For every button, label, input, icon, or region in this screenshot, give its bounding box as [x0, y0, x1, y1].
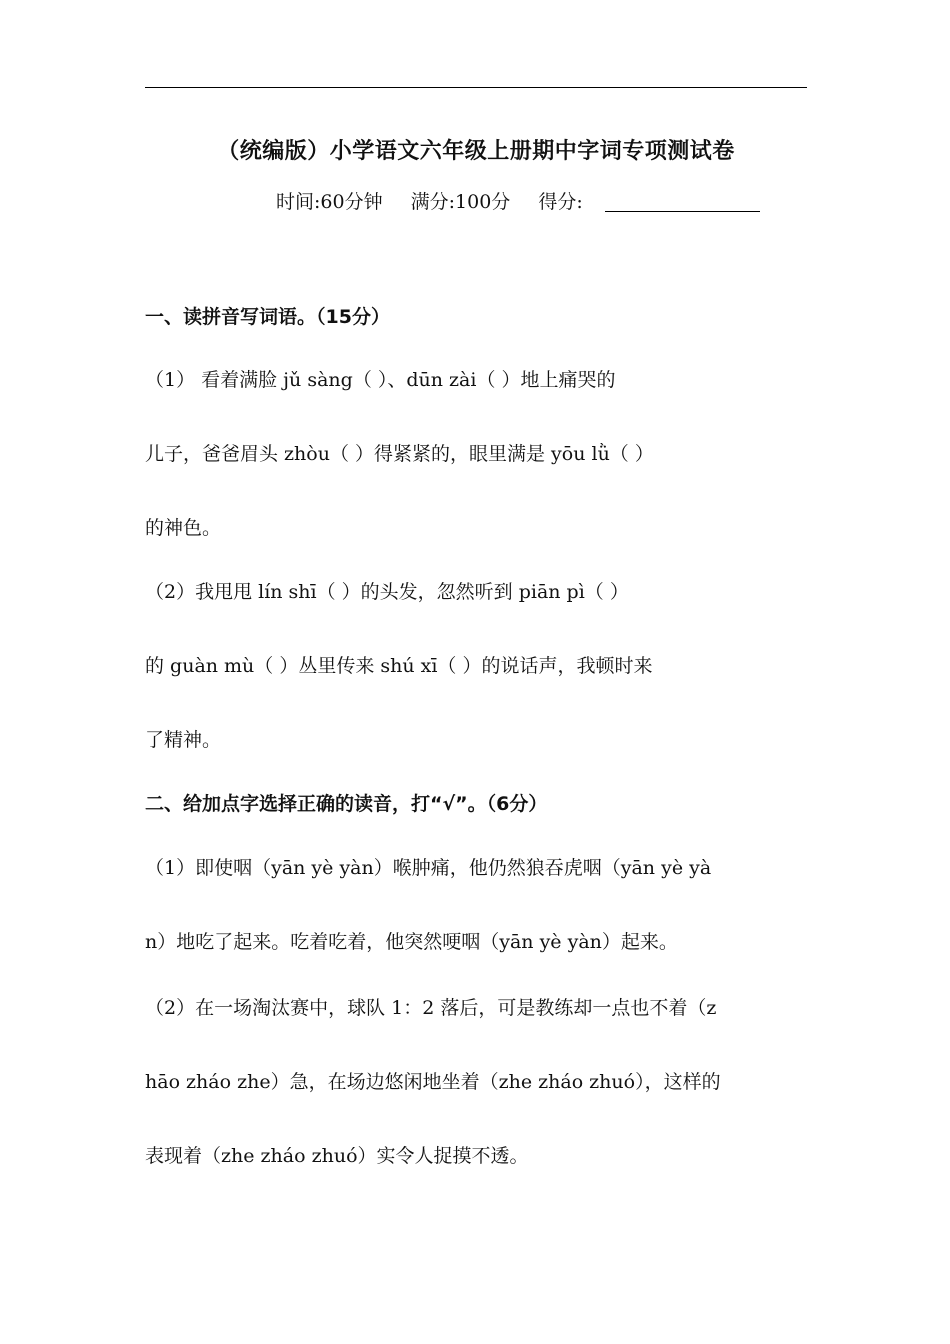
s2-q1-line2: n）地吃了起来。吃着吃着，他突然哽咽（yān yè yàn）起来。	[145, 931, 678, 953]
s1-q2-line1: （2）我甩甩 lín shī（ ）的头发，忽然听到 piān pì（ ）	[145, 581, 629, 603]
s1-q2-line3: 了精神。	[145, 729, 222, 751]
s2-q2-line3: 表现着（zhe zháo zhuó）实令人捉摸不透。	[145, 1145, 529, 1167]
section-1-heading: 一、读拼音写词语。（15分）	[145, 306, 390, 328]
header-rule	[145, 87, 807, 88]
time-limit: 时间:60分钟	[276, 191, 383, 213]
exam-meta	[276, 187, 760, 214]
s2-q2-line2: hāo zháo zhe）急，在场边悠闲地坐着（zhe zháo zhuó），这样的	[145, 1071, 721, 1093]
s1-q1-line2: 儿子，爸爸眉头 zhòu（ ）得紧紧的，眼里满是 yōu lǜ（ ）	[145, 443, 654, 465]
s1-q1-line1: （1） 看着满脸 jǔ sàng（ ）、dūn zài（ ）地上痛哭的	[145, 369, 616, 391]
score-label: 得分:	[538, 191, 583, 213]
score-blank	[605, 191, 760, 212]
s1-q2-line2: 的 guàn mù（ ）丛里传来 shú xī（ ）的说话声，我顿时来	[145, 655, 653, 677]
s2-q1-line1: （1）即使咽（yān yè yàn）喉肿痛，他仍然狼吞虎咽（yān yè yà	[145, 857, 712, 879]
section-2-heading: 二、给加点字选择正确的读音，打“√”。（6分）	[145, 793, 548, 815]
s2-q2-line1: （2）在一场淘汰赛中，球队 1：2 落后，可是教练却一点也不着（z	[145, 997, 717, 1019]
page-title: （统编版）小学语文六年级上册期中字词专项测试卷	[217, 139, 735, 164]
full-score: 满分:100分	[410, 191, 511, 213]
s1-q1-line3: 的神色。	[145, 517, 222, 539]
